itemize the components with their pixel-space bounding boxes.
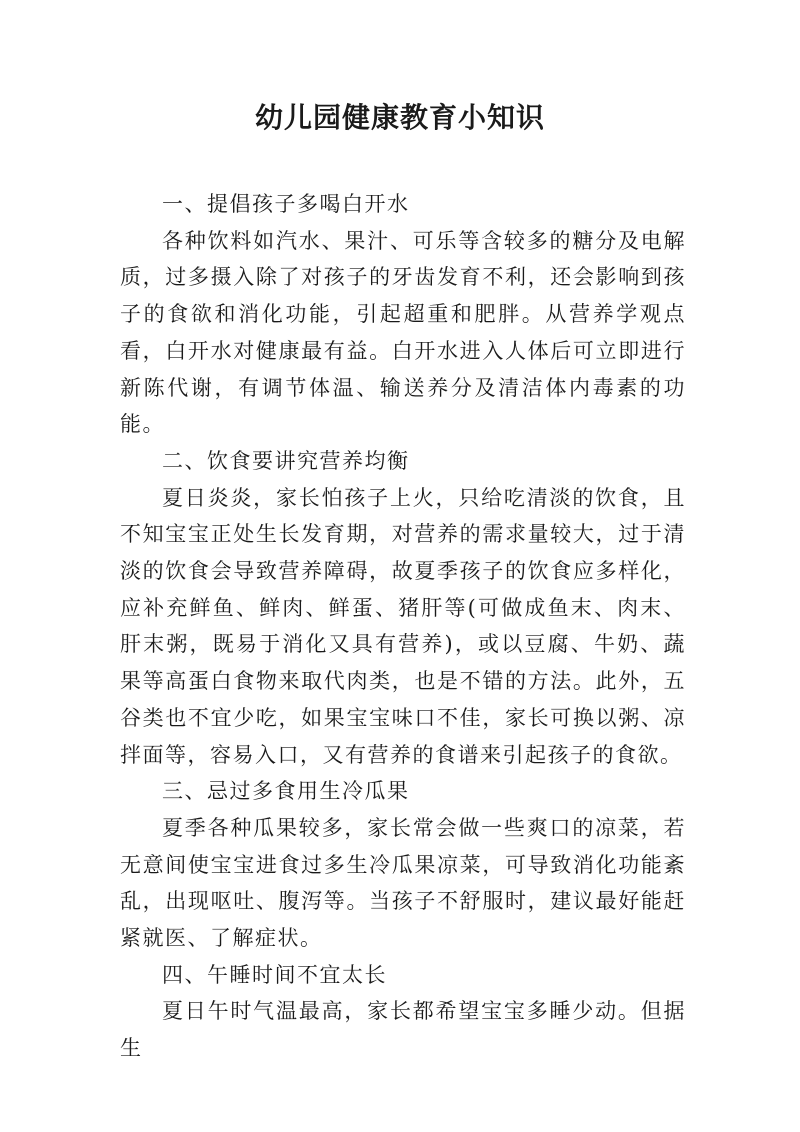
section-paragraph: 各种饮料如汽水、果汁、可乐等含较多的糖分及电解质，过多摄入除了对孩子的牙齿发育不利，还会影响到孩子的食欲和消化功能，引起超重和肥胖。从营养学观点看，白开水对健康最有益。白开水进入人体后可立即进行新陈代谢，有调节体温、输送养分及清洁体内毒素的功能。 bbox=[120, 228, 686, 437]
section-heading: 二、饮食要讲究营养均衡 bbox=[162, 448, 410, 473]
section-heading: 四、午睡时间不宜太长 bbox=[162, 962, 387, 987]
document-body bbox=[120, 186, 686, 1067]
section-heading: 一、提倡孩子多喝白开水 bbox=[162, 192, 410, 216]
section-paragraph: 夏季各种瓜果较多，家长常会做一些爽口的凉菜，若无意间使宝宝进食过多生冷瓜果凉菜，可导致消化功能紊乱，出现呕吐、腹泻等。当孩子不舒服时，建议最好能赶紧就医、了解症状。 bbox=[120, 815, 686, 951]
document-title: 幼儿园健康教育小知识 bbox=[254, 101, 545, 134]
section-heading: 三、忌过多食用生冷瓜果 bbox=[162, 779, 410, 804]
section-paragraph: 夏日炎炎，家长怕孩子上火，只给吃清淡的饮食，且不知宝宝正处生长发育期，对营养的需求量较大，过于清淡的饮食会导致营养障碍，故夏季孩子的饮食应多样化，应补充鲜鱼、鲜肉、鲜蛋、猪肝等(可做成鱼末、肉末、肝末粥，既易于消化又具有营养)，或以豆腐、牛奶、蔬果等高蛋白食物来取代肉类，也是不错的方法。此外，五谷类也不宜少吃，如果宝宝味口不佳，家长可换以粥、凉拌面等，容易入口，又有营养的食谱来引起孩子的食欲。 bbox=[120, 485, 686, 767]
section-paragraph: 夏日午时气温最高，家长都希望宝宝多睡少动。但据生 bbox=[120, 999, 686, 1061]
